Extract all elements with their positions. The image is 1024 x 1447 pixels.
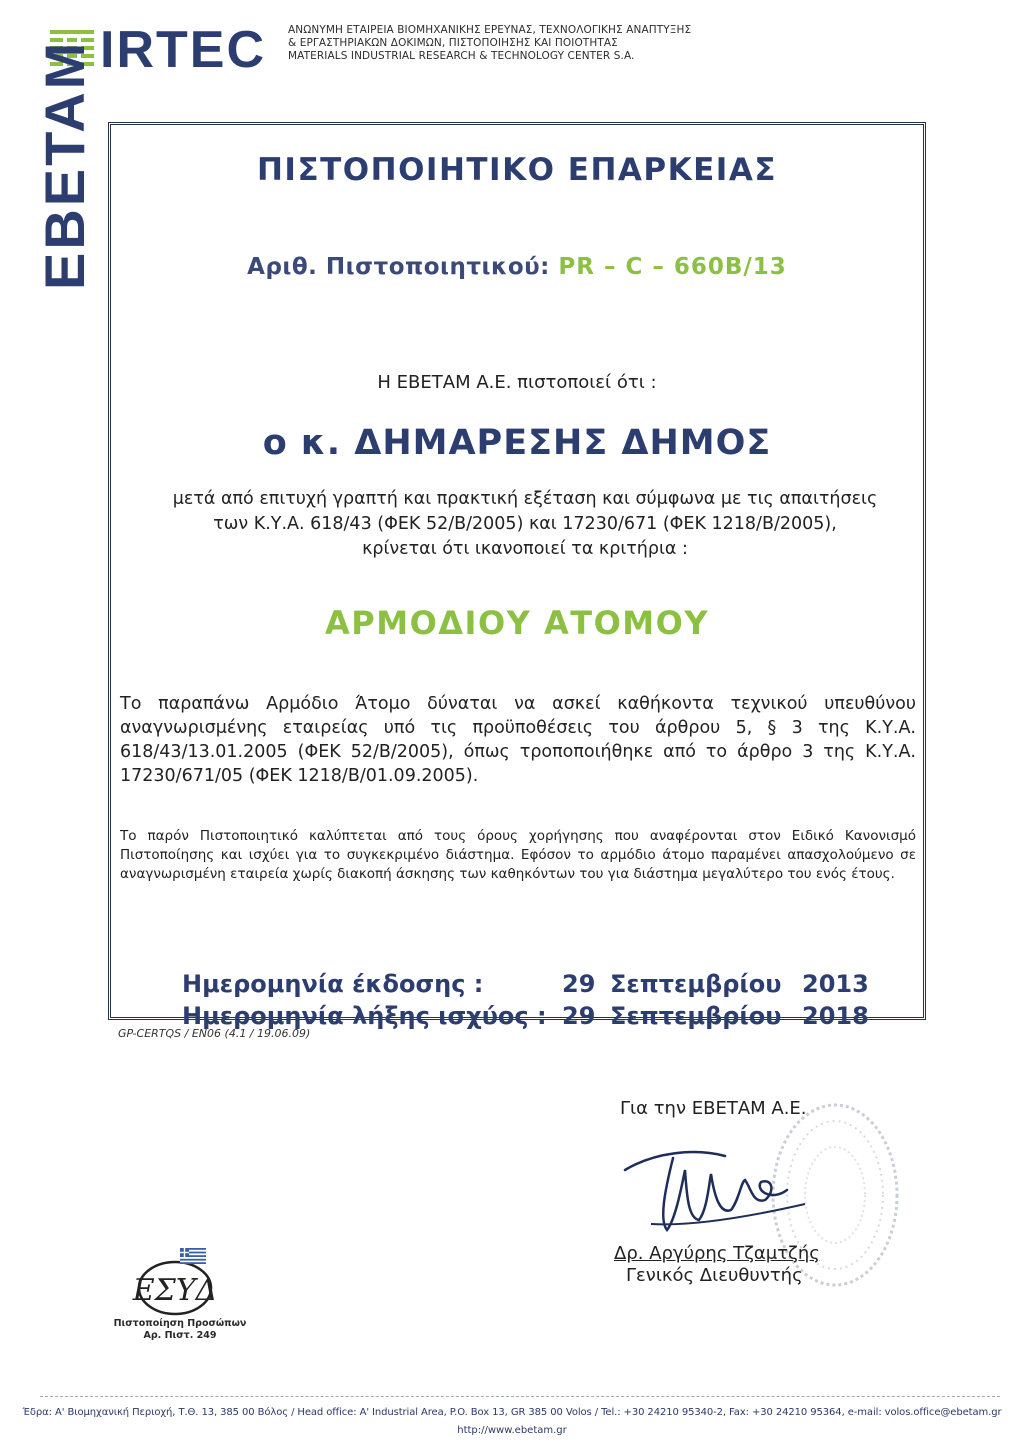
issue-date-label: Ημερομηνία έκδοσης : — [182, 970, 484, 998]
expiry-date-year: 2018 — [802, 1002, 869, 1030]
intro-line-3: κρίνεται ότι ικανοποιεί τα κριτήρια : — [362, 539, 688, 559]
intro-line-2: των Κ.Υ.Α. 618/43 (ΦΕΚ 52/Β/2005) και 17230/671 (ΦΕΚ 1218/Β/2005), — [213, 514, 837, 534]
esyd-caption — [110, 1318, 250, 1342]
svg-text:EBETAM: EBETAM — [33, 39, 96, 290]
holder-name: ο κ. ΔΗΜΑΡΕΣΗΣ ΔΗΜΟΣ — [262, 423, 772, 463]
certificate-number — [108, 254, 926, 280]
greek-flag-icon — [180, 1248, 206, 1264]
footer-address: Έδρα: Α' Βιομηχανική Περιοχή, Τ.Θ. 13, 385 00 Βόλος / Head office: A' Industrial Area, P.O. Box 13, GR 385 00 Volos / Tel.: +30 24210 95340-2, Fax: +30 24210 95364, e-mail: volos.office@ebetam.gr — [22, 1407, 1002, 1418]
svg-text:ΕΣΥΔ: ΕΣΥΔ — [132, 1273, 218, 1308]
esyd-caption-line-2: Αρ. Πιστ. 249 — [143, 1330, 217, 1341]
esyd-caption-line-1: Πιστοποίηση Προσώπων — [113, 1318, 247, 1329]
role-title: ΑΡΜΟΔΙΟΥ ΑΤΟΜΟΥ — [325, 604, 709, 642]
certificate-title: ΠΙΣΤΟΠΟΙΗΤΙΚΟ ΕΠΑΡΚΕΙΑΣ — [256, 152, 777, 188]
signature — [615, 1130, 820, 1240]
svg-text:IRTEC: IRTEC — [100, 21, 266, 79]
dates-block — [182, 968, 882, 1032]
expiry-date-month: Σεπτεμβρίου — [610, 1002, 782, 1030]
paragraph-duties: Το παραπάνω Αρμόδιο Άτομο δύναται να ασκεί καθήκοντα τεχνικού υπευθύνου αναγνωρισμένης εταιρείας υπό τις προϋποθέσεις του άρθρου 5, § 3 της Κ.Υ.Α. 618/43/13.01.2005 (ΦΕΚ 52/Β/2005), όπως τροποποιήθηκε από το άρθρο 3 της Κ.Υ.Α. 17230/671/05 (ΦΕΚ 1218/Β/01.09.2005). — [120, 694, 916, 786]
expiry-date-day: 29 — [562, 1002, 596, 1030]
company-header — [288, 24, 691, 63]
for-company-label: Για την ΕΒΕΤΑΜ Α.Ε. — [620, 1098, 807, 1119]
certifies-line: Η ΕΒΕΤΑΜ Α.Ε. πιστοποιεί ότι : — [377, 372, 657, 393]
issue-date-year: 2013 — [802, 970, 869, 998]
certificate-number-value: PR – C – 660B/13 — [558, 254, 787, 280]
issue-date-row — [182, 968, 882, 1000]
company-line-3: MATERIALS INDUSTRIAL RESEARCH & TECHNOLOGY CENTER S.A. — [288, 50, 635, 62]
form-code: GP-CERTQS / EN06 (4.1 / 19.06.09) — [118, 1027, 311, 1040]
ebetam-logo — [33, 39, 96, 292]
paragraph-terms: Το παρόν Πιστοποιητικό καλύπτεται από τους όρους χορήγησης που αναφέρονται στον Ειδικό Κανονισμό Πιστοποίησης και ισχύει για το συγκεκριμένο διάστημα. Εφόσον το αρμόδιο άτομο παραμένει απασχολούμενο σε αναγνωρισμένη εταιρεία χωρίς διακοπή άσκησης των καθηκόντων του για διάστημα μεγαλύτερο του ενός έτους. — [120, 828, 916, 882]
signer-name: Δρ. Αργύρης Τζαμτζής — [614, 1243, 820, 1264]
intro-text — [130, 487, 920, 562]
footer-website[interactable]: http://www.ebetam.gr — [457, 1425, 567, 1436]
issue-date-month: Σεπτεμβρίου — [610, 970, 782, 998]
company-line-2: & ΕΡΓΑΣΤΗΡΙΑΚΩΝ ΔΟΚΙΜΩΝ, ΠΙΣΤΟΠΟΙΗΣΗΣ ΚΑΙ ΠΟΙΟΤΗΤΑΣ — [288, 37, 618, 49]
footer-divider — [40, 1396, 1000, 1397]
expiry-date-label: Ημερομηνία λήξης ισχύος : — [182, 1002, 547, 1030]
issue-date-day: 29 — [562, 970, 596, 998]
signer-title: Γενικός Διευθυντής — [626, 1265, 803, 1286]
intro-line-1: μετά από επιτυχή γραπτή και πρακτική εξέταση και σύμφωνα με τις απαιτήσεις — [172, 489, 878, 509]
certificate-number-label: Αριθ. Πιστοποιητικού: — [247, 254, 550, 280]
esyd-logo — [130, 1250, 220, 1320]
company-line-1: ΑΝΩΝΥΜΗ ΕΤΑΙΡΕΙΑ ΒΙΟΜΗΧΑΝΙΚΗΣ ΕΡΕΥΝΑΣ, ΤΕΧΝΟΛΟΓΙΚΗΣ ΑΝΑΠΤΥΞΗΣ — [288, 24, 692, 36]
